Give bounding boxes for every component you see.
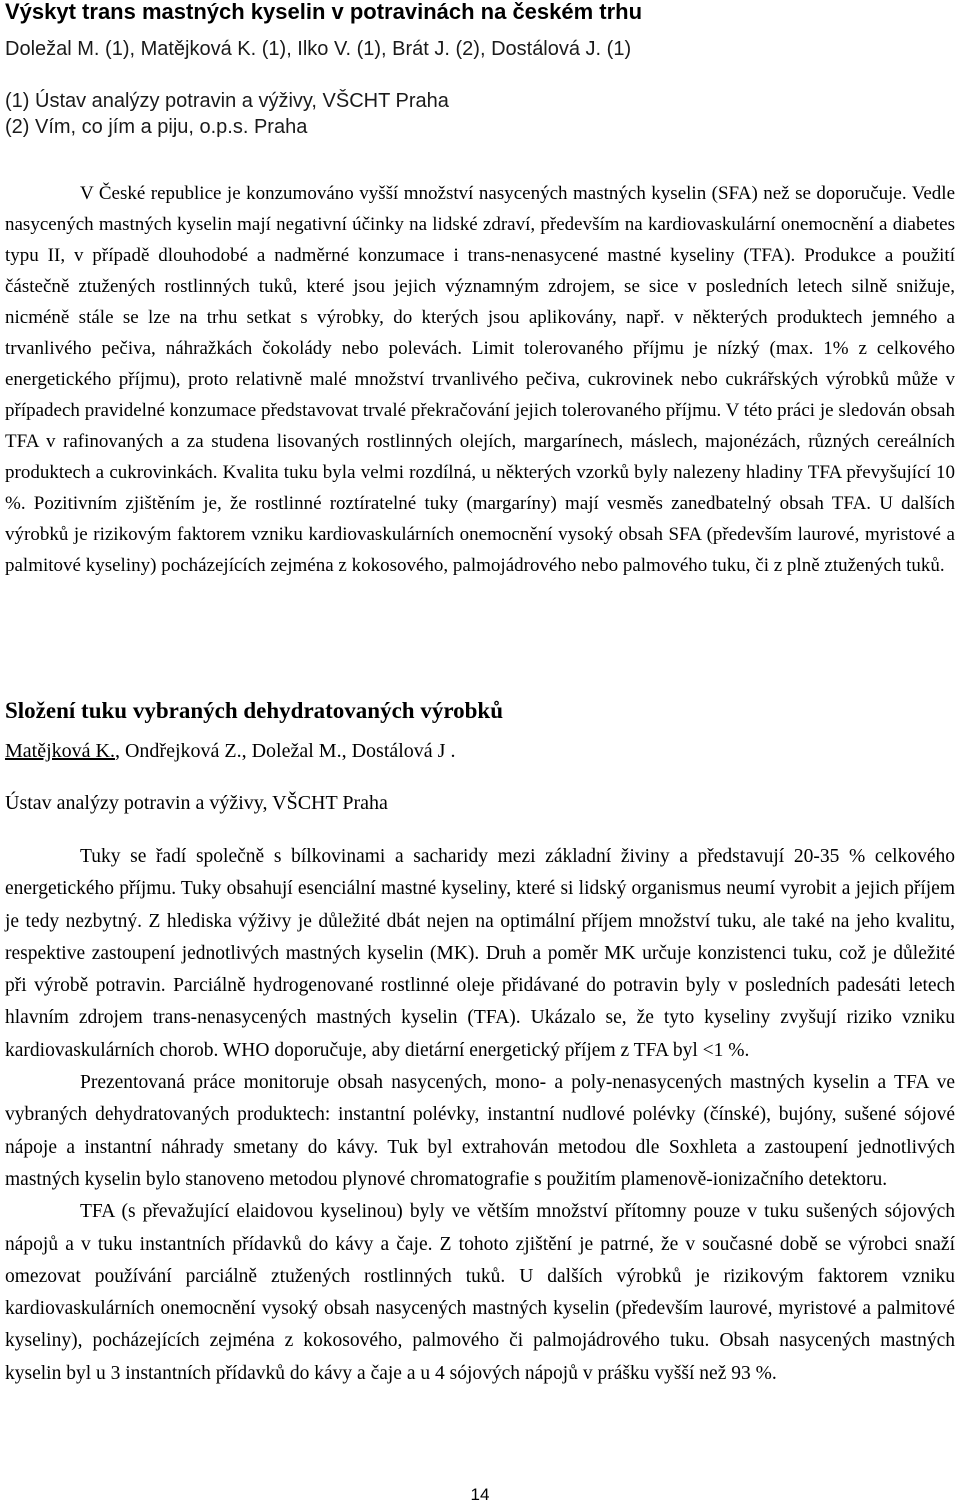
abstract2-presenting-author: Matějková K. — [5, 740, 115, 762]
abstract2-body — [5, 841, 955, 1390]
abstract1-paragraph: V České republice je konzumováno vyšší množství nasycených mastných kyselin (SFA) než se doporučuje. Vedle nasycených mastných kyselin mají negativní účinky na lidské zdraví, především na kardiovaskulární onemocnění a diabetes typu II, v případě dlouhodobé a nadměrné konzumace i trans-nenasycené mastné kyseliny (TFA). Produkce a použití částečně ztužených rostlinných tuků, které jsou jejich významným zdrojem, se sice v posledních letech silně snižuje, nicméně stále se lze na trhu setkat s výrobky, do kterých jsou aplikovány, např. v některých produktech jemného a trvanlivého pečiva, náhražkách čokolády nebo polevách. Limit tolerovaného příjmu je nízký (max. 1% z celkového energetického příjmu), proto relativně malé množství trvanlivého pečiva, cukrovinek nebo cukrářských výrobků může v případech pravidelné konzumace představovat trvalé překračování jejich tolerovaného příjmu. V této práci je sledován obsah TFA v rafinovaných a za studena lisovaných rostlinných olejích, margarínech, máslech, majonézách, různých cereálních produktech a cukrovinkách. Kvalita tuku byla velmi rozdílná, u některých vzorků byly nalezeny hladiny TFA převyšující 10 %. Pozitivním zjištěním je, že rostlinné roztíratelné tuky (margaríny) mají vesměs zanedbatelný obsah TFA. U dalších výrobků je rizikovým faktorem vzniku kardiovaskulárních onemocnění vysoký obsah SFA (především laurové, myristové a palmitové kyseliny) pocházejících zejména z kokosového, palmojádrového nebo palmového tuku, či z plně ztužených tuků. — [5, 183, 955, 576]
abstract2-paragraph-2: Prezentovaná práce monitoruje obsah nasycených, mono- a poly-nenasycených mastných kyselin a TFA ve vybraných dehydratovaných produktech: instantní polévky, instantní nudlové polévky (čínské), bujóny, sušené sójové nápoje a instantní náhrady smetany do kávy. Tuk byl extrahován metodou dle Soxhleta a zastoupení jednotlivých mastných kyselin bylo stanoveno metodou plynové chromatografie s použitím plamenově-ionizačního detektoru. — [5, 1072, 955, 1190]
abstract2-authors — [5, 737, 455, 765]
abstract1-affiliation-1: (1) Ústav analýzy potravin a výživy, VŠCHT Praha — [5, 90, 449, 112]
abstract2-title: Složení tuku vybraných dehydratovaných výrobků — [5, 698, 504, 723]
abstract2-affiliation: Ústav analýzy potravin a výživy, VŠCHT Praha — [5, 792, 388, 814]
page-number: 14 — [470, 1485, 490, 1504]
abstract2-paragraph-3: TFA (s převažující elaidovou kyselinou) byly ve větším množství přítomny pouze v tuku sušených sójových nápojů a v tuku instantních přídavků do kávy a čaje. Z tohoto zjištění je patrné, že v současné době se výrobci snaží omezovat používání parciálně ztužených rostlinných tuků. U dalších výrobků je rizikovým faktorem vzniku kardiovaskulárních onemocnění vysoký obsah nasycených mastných kyselin (především laurové, myristové a palmitové kyseliny), pocházejících zejména z kokosového, palmového či palmojádrového tuku. Obsah nasycených mastných kyselin byl u 3 instantních přídavků do kávy a čaje a u 4 sójových nápojů v prášku vyšší než 93 %. — [5, 1201, 955, 1384]
abstract2-coauthors: , Ondřejková Z., Doležal M., Dostálová J . — [114, 740, 456, 762]
abstract1-title: Výskyt trans mastných kyselin v potravinách na českém trhu — [5, 0, 643, 24]
abstract2-paragraph-1: Tuky se řadí společně s bílkovinami a sacharidy mezi základní živiny a představují 20-35 % celkového energetického příjmu. Tuky obsahují esenciální mastné kyseliny, které si lidský organismus neumí vyrobit a jejich příjem je tedy nezbytný. Z hlediska výživy je důležité dbát nejen na optimální příjem množství tuku, ale také na jeho kvalitu, respektive zastoupení jednotlivých mastných kyselin (MK). Druh a poměr MK určuje konzistenci tuku, což je důležité při výrobě potravin. Parciálně hydrogenované rostlinné oleje přidávané do potravin byly v posledních padesáti letech hlavním zdrojem trans-nenasycených mastných kyselin (TFA). Ukázalo se, že tyto kyseliny zvyšují riziko vzniku kardiovaskulárních chorob. WHO doporučuje, aby dietární energetický příjem z TFA byl <1 %. — [5, 846, 955, 1061]
abstract1-affiliation-2: (2) Vím, co jím a piju, o.p.s. Praha — [5, 116, 308, 138]
abstract1-authors: Doležal M. (1), Matějková K. (1), Ilko V. (1), Brát J. (2), Dostálová J. (1) — [5, 38, 632, 60]
